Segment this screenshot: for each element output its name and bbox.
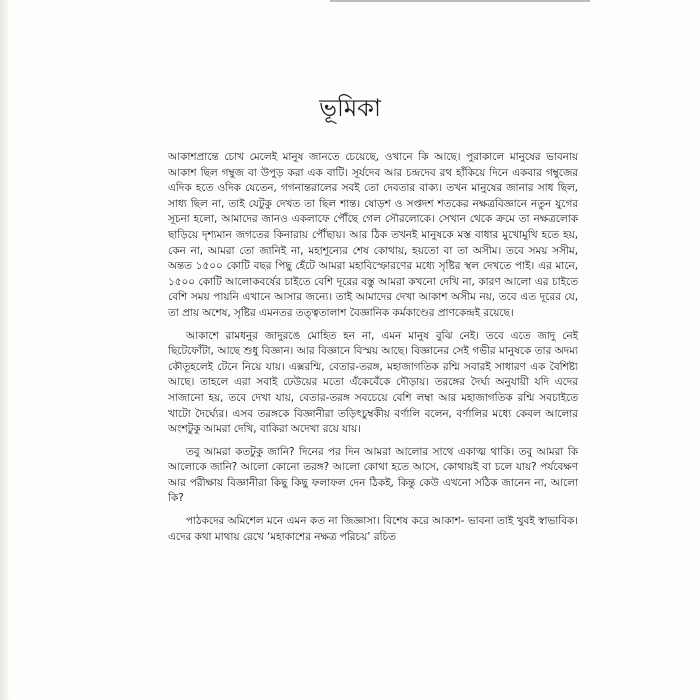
paragraph-4: পাঠকদের অমিশেল মনে এমন কত না জিজ্ঞাসা। বিশেষ করে আকাশ- ভাবনা তাই খুবই স্বাভাবিক। এদের কথা মাথায় রেখে ‘মহাকাশের নক্ষত্র পরিচয়’ রচিত <box>168 515 578 543</box>
paragraph-2: আকাশে রামধনুর জাদুরঙে মোহিত হন না, এমন মানুষ বুঝি নেই। তবে এতে জাদু নেই ছিটেফোঁটা, আছে শুধু বিজ্ঞান। আর বিজ্ঞানে বিস্ময় আছে। বিজ্ঞানের সেই গভীর মানুষকে তার অদম্য কৌতূহলেই টেনে নিয়ে যায়। এক্সরশ্মি, বেতার-তরঙ্গ, মহাজাগতিক রশ্মি সবারই সাধারণ এক বৈশিষ্ট্য আছে। তাহলে এরা সবাই ঢেউয়ের মতো এঁকেবেঁকে দৌড়ায়। তরঙ্গের দৈর্ঘ্য অনুযায়ী যদি এদের সাজানো হয়, তবে দেখা যায়, বেতার-তরঙ্গ সবচেয়ে বেশি লম্বা আর মহাজাগতিক রশ্মি সবচাইতে খাটো দৈর্ঘ্যের। এসব তরঙ্গকে বিজ্ঞানীরা তড়িৎচুম্বকীয় বর্ণালি বলেন, বর্ণালির মধ্যে কেবল আলোর অংশটুকু আমরা দেখি, বাকিরা অদেখা রয়ে যায়। <box>168 329 578 436</box>
body-text <box>168 150 578 545</box>
page-title: ভূমিকা <box>319 94 381 122</box>
paragraph-3: তবু আমরা কতটুকু জানি? দিনের পর দিন আমরা আলোর সাথে একাত্ম থাকি। তবু আমরা কি আলোকে জানি? আলো কোনো তরঙ্গ? আলো কোথা হতে আসে, কোথায়ই বা চলে যায়? পর্যবেক্ষণ আর পরীক্ষায় বিজ্ঞানীরা কিছু কিছু ফলাফল দেন ঠিকই, কিন্তু কেউ এখনো সঠিক জানেন না, আলো কি? <box>168 445 578 505</box>
paragraph-1: আকাশপ্রান্তে চোখ মেলেই মানুষ জানতে চেয়েছে, ওখানে কি আছে। পুরাকালে মানুষের ভাবনায় আকাশ ছিল গম্বুজ বা উপুড় করা এক বাটি। সূর্যদেব আর চন্দ্রদেব রথ হাঁকিয়ে দিনে একবার গম্বুজের এদিক হতে ওদিক যেতেন, গগনান্তরালের সবই তো দেবতার বাক্য। তখন মানুষের জানার সাধ ছিল, সাধ্য ছিল না, তাই যেটুকু দেখত তা ছিল শান্ত। ষোড়শ ও সপ্তদশ শতকের নক্ষত্রবিজ্ঞানে নতুন যুগের সূচনা হলো, আমাদের জানও একলাফে পৌঁছে গেল সৌরলোকে। সেখান থেকে ক্রমে তা নক্ষত্রলোক ছাড়িয়ে দৃশ্যমান জগতের কিনারায় পৌঁছায়। আর ঠিক তখনই মানুষকে মস্ত বাধার মুখোমুখি হতে হয়, কেন না, আমরা তো জানিই না, মহাশূন্যের শেষ কোথায়, হয়তো বা তা অসীম। তবে সময় সসীম, অন্তত ১৫০০ কোটি বছর পিছু হেঁটে আমরা মহাবিস্ফোরণের মধ্যে সৃষ্টির স্থল দেখতে পাই। এর মানে, ১৫০০ কোটি আলোকবর্ষের চাইতে বেশি দূরের বস্তু আমরা কখনো দেখি না, কারণ আলো এর চাইতে বেশি সময় পায়নি এখানে আসার জন্যে। তাই আমাদের দেখা আকাশ অসীম নয়, তবে এত দূরের যে, তা প্রায় অশেষ, সৃষ্টির এমনতর তত্ত্বতালাশ বৈজ্ঞানিক কর্মকাণ্ডের প্রাণকেন্দ্রই রয়েছে। <box>168 151 578 319</box>
top-edge-mark <box>330 0 590 2</box>
